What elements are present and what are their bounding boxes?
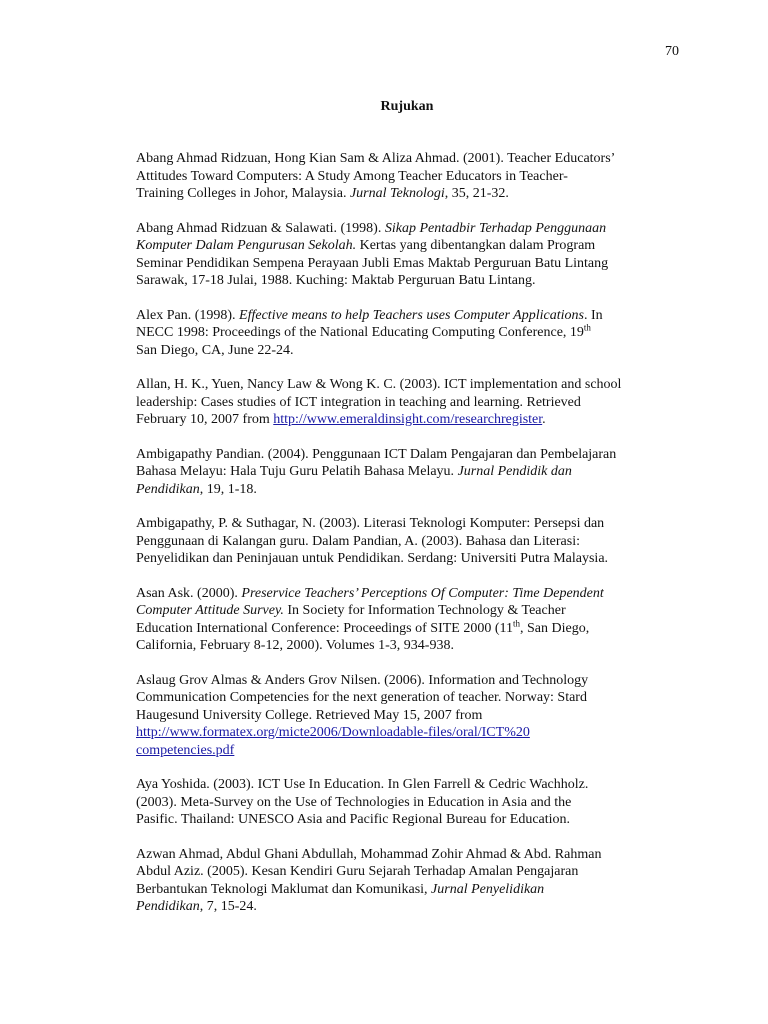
reference-text: NECC 1998: Proceedings of the National Educating Computing Conference, 19 [136, 325, 584, 340]
reference-text: Aslaug Grov Almas & Anders Grov Nilsen. (2006). Information and Technology [136, 672, 589, 688]
reference-line [136, 168, 692, 186]
reference-line [136, 272, 692, 290]
reference-line [136, 533, 692, 551]
reference-line [136, 481, 692, 499]
reference-text: , 35, 21-32. [444, 186, 509, 201]
reference-line [136, 185, 692, 203]
reference-entry [136, 585, 692, 655]
page-heading: Rujukan [380, 99, 434, 114]
reference-line [136, 376, 692, 394]
reference-entry [136, 776, 692, 829]
reference-link[interactable]: http://www.emeraldinsight.com/researchregister [273, 412, 543, 427]
reference-text: (2003). Meta-Survey on the Use of Technologies in Education in Asia and the [136, 794, 572, 810]
superscript: th [583, 322, 591, 333]
reference-text: Pasific. Thailand: UNESCO Asia and Pacific Regional Bureau for Education. [136, 812, 571, 827]
reference-line [136, 881, 692, 899]
italic-title: Computer Attitude Survey. [136, 603, 284, 618]
reference-text: Ambigapathy Pandian. (2004). Penggunaan ICT Dalam Pengajaran dan Pembelajaran [136, 446, 617, 462]
reference-line [136, 322, 692, 342]
reference-line [136, 342, 692, 360]
reference-line [136, 237, 692, 255]
reference-text: Haugesund University College. Retrieved May 15, 2007 from [136, 707, 483, 723]
reference-text: In Society for Information Technology & Teacher [283, 603, 566, 618]
reference-line [136, 863, 692, 881]
reference-text: , San Diego, [520, 620, 590, 636]
page-number: 70 [665, 44, 679, 59]
italic-title: Komputer Dalam Pengurusan Sekolah. [136, 238, 357, 253]
italic-title: Jurnal Penyelidikan [431, 881, 545, 897]
reference-text: Abang Ahmad Ridzuan, Hong Kian Sam & Aliza Ahmad. (2001). Teacher Educators’ [136, 151, 616, 166]
reference-text: Sarawak, 17-18 Julai, 1988. Kuching: Maktab Perguruan Batu Lintang. [136, 273, 536, 288]
reference-text: Training Colleges in Johor, Malaysia. [136, 186, 350, 201]
reference-line [136, 411, 692, 429]
reference-line [136, 794, 692, 812]
reference-line [136, 446, 692, 464]
reference-text: . [542, 412, 546, 427]
reference-line [136, 463, 692, 481]
italic-title: Effective means to help Teachers uses Computer Applications [239, 307, 584, 323]
reference-text: , 7, 15-24. [199, 899, 257, 914]
italic-title: Pendidikan [136, 899, 200, 914]
reference-entry [136, 672, 692, 760]
italic-title: Pendidikan [136, 481, 200, 497]
reference-text: Seminar Pendidikan Sempena Perayaan Jubli Emas Maktab Perguruan Batu Lintang [136, 255, 609, 271]
reference-line [136, 846, 692, 864]
reference-text: Communication Competencies for the next generation of teacher. Norway: Stard [136, 690, 587, 705]
reference-line [136, 689, 692, 707]
reference-text: Allan, H. K., Yuen, Nancy Law & Wong K. C. (2003). ICT implementation and school [136, 377, 622, 392]
reference-text: Penyelidikan dan Peninjauan untuk Pendidikan. Serdang: Universiti Putra Malaysia. [136, 551, 609, 566]
reference-text: California, February 8-12, 2000). Volumes 1-3, 934-938. [136, 638, 454, 653]
italic-title: Preservice Teachers’ Perceptions Of Computer: Time Dependent [241, 585, 604, 601]
reference-line [136, 150, 692, 168]
reference-text: . In [583, 307, 603, 323]
reference-entry [136, 150, 692, 203]
reference-text: Attitudes Toward Computers: A Study Among Teacher Educators in Teacher- [136, 168, 568, 184]
reference-text: Education International Conference: Proceedings of SITE 2000 (11 [136, 620, 513, 636]
reference-line [136, 898, 692, 916]
reference-line [136, 307, 692, 325]
reference-line [136, 742, 692, 760]
reference-line [136, 776, 692, 794]
reference-entry [136, 846, 692, 916]
reference-line [136, 602, 692, 620]
reference-text: , 19, 1-18. [199, 481, 257, 497]
reference-line [136, 617, 692, 638]
reference-line [136, 220, 692, 238]
italic-title: Jurnal Teknologi [349, 186, 445, 201]
reference-list [136, 150, 692, 933]
reference-line [136, 255, 692, 273]
italic-title: Sikap Pentadbir Terhadap Penggunaan [384, 220, 607, 236]
reference-entry [136, 376, 692, 429]
reference-line [136, 724, 692, 742]
reference-text: Asan Ask. (2000). [136, 585, 242, 601]
reference-text: Azwan Ahmad, Abdul Ghani Abdullah, Mohammad Zohir Ahmad & Abd. Rahman [136, 846, 602, 862]
reference-link[interactable]: http://www.formatex.org/micte2006/Downloadable-files/oral/ICT%20 [136, 725, 530, 740]
superscript: th [512, 617, 520, 628]
reference-text: San Diego, CA, June 22-24. [136, 342, 294, 358]
reference-text: Penggunaan di Kalangan guru. Dalam Pandian, A. (2003). Bahasa dan Literasi: [136, 533, 580, 549]
reference-line [136, 637, 692, 655]
reference-line [136, 550, 692, 568]
reference-line [136, 585, 692, 603]
reference-text: Bahasa Melayu: Hala Tuju Guru Pelatih Bahasa Melayu. [136, 464, 458, 479]
reference-text: Aya Yoshida. (2003). ICT Use In Education. In Glen Farrell & Cedric Wachholz. [136, 777, 589, 792]
reference-text: Abang Ahmad Ridzuan & Salawati. (1998). [136, 220, 385, 236]
reference-line [136, 394, 692, 412]
reference-text: Berbantukan Teknologi Maklumat dan Komunikasi, [136, 881, 432, 897]
reference-text: leadership: Cases studies of ICT integration in teaching and learning. Retrieved [136, 394, 581, 410]
reference-line [136, 707, 692, 725]
reference-entry [136, 307, 692, 360]
reference-text: Ambigapathy, P. & Suthagar, N. (2003). Literasi Teknologi Komputer: Persepsi dan [136, 516, 605, 531]
reference-text: Alex Pan. (1998). [136, 307, 240, 323]
reference-text: Kertas yang dibentangkan dalam Program [356, 238, 596, 253]
reference-line [136, 515, 692, 533]
italic-title: Jurnal Pendidik dan [457, 464, 572, 479]
reference-text: February 10, 2007 from [136, 412, 274, 427]
reference-entry [136, 515, 692, 568]
reference-entry [136, 220, 692, 290]
reference-line [136, 811, 692, 829]
reference-text: Abdul Aziz. (2005). Kesan Kendiri Guru Sejarah Terhadap Amalan Pengajaran [136, 864, 579, 879]
reference-line [136, 672, 692, 690]
reference-link[interactable]: competencies.pdf [136, 742, 235, 758]
reference-entry [136, 446, 692, 499]
